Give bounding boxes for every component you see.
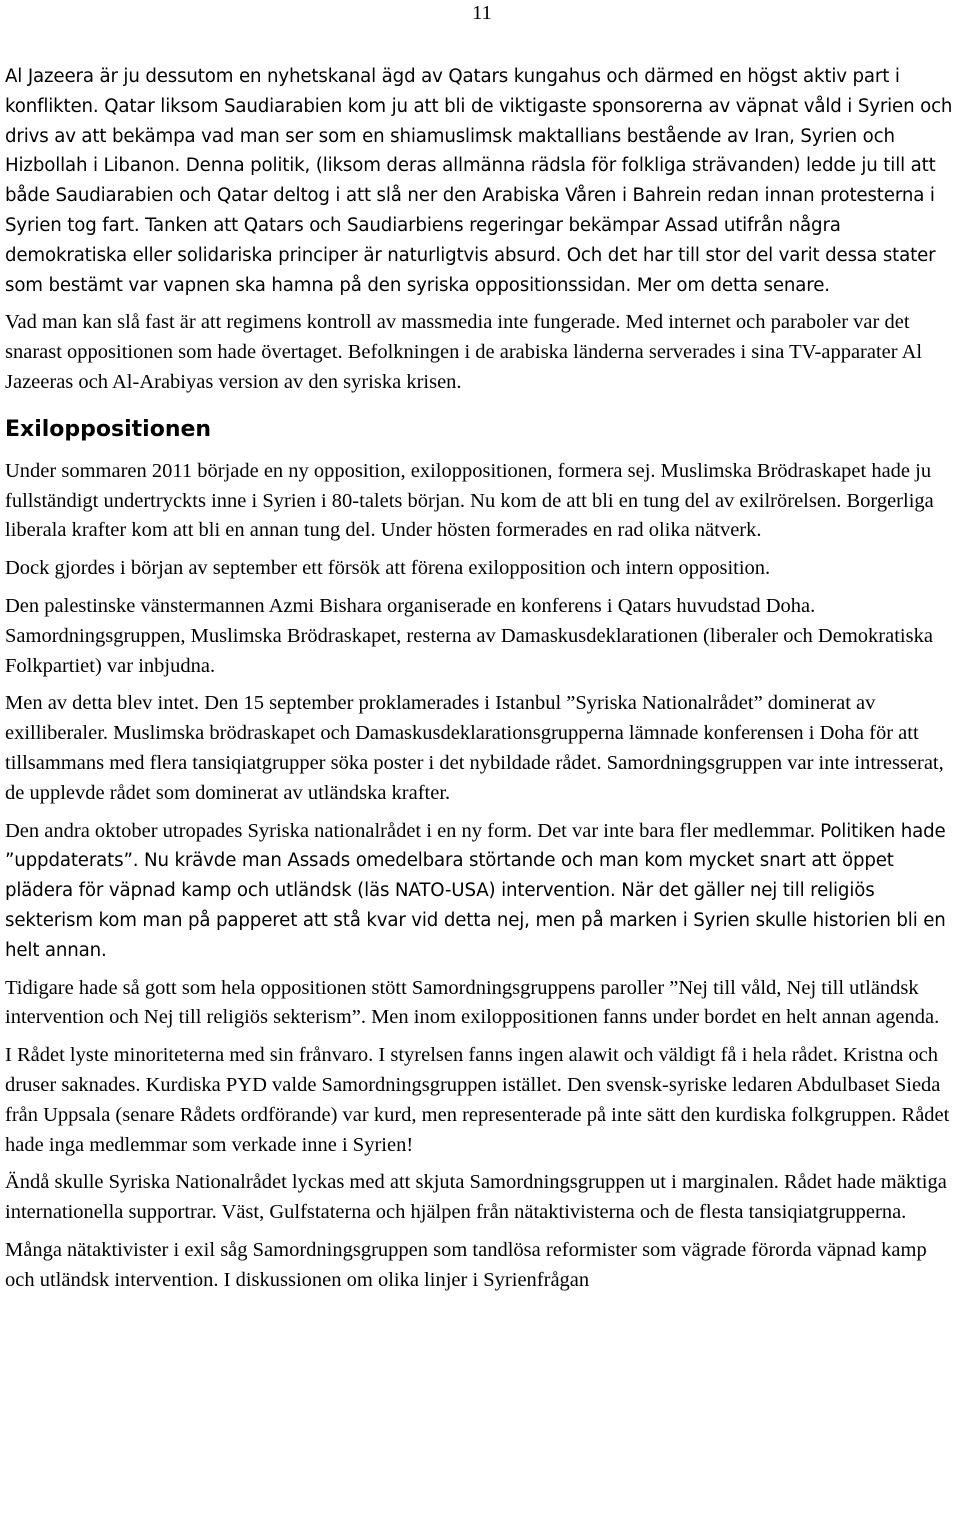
paragraph [5,974,959,1034]
paragraph-text: Många nätaktivister i exil såg Samordningsgruppen som tandlösa reformister som vägrade förorda väpnad kamp och utländsk intervention. I diskussionen om olika linjer i Syrienfrågan [5,1238,927,1291]
paragraph-text: I Rådet lyste minoriteterna med sin frånvaro. I styrelsen fanns ingen alawit och väldigt få i hela rådet. Kristna och druser saknades. Kurdiska PYD valde Samordningsgruppen istället. Den svensk-syriske ledaren Abdulbaset Sieda från Uppsala (senare Rådets ordförande) var kurd, men representerade på inte sätt den kurdiska folkgruppen. Rådet hade inga medlemmar som verkade inne i Syrien! [5,1044,950,1156]
paragraph-text: Politiken hade ”uppdaterats”. Nu krävde man Assads omedelbara störtande och man kom mycket snart att öppet plädera för väpnad kamp och utländsk (läs NATO-USA) intervention. När det gäller nej till religiös sekterism kom man på papperet att stå kvar vid detta nej, men på marken i Syrien skulle historien bli en helt annan. [5,820,946,961]
paragraph [5,1236,959,1296]
paragraph [5,1041,959,1160]
paragraph-text: Men av detta blev intet. Den 15 september proklamerades i Istanbul ”Syriska Nationalrådet” dominerat av exilliberaler. Muslimska brödraskapet och Damaskusdeklarationsgrupperna lämnade konferensen i Doha för att tillsammans med flera tansiqiatgrupper söka poster i det nybildade rådet. Samordningsgruppen var inte intresserat, de upplevde rådet som dominerat av utländska krafter. [5,692,944,804]
section-exile-opposition [5,457,959,1296]
paragraph-text: Den palestinske vänstermannen Azmi Bishara organiserade en konferens i Qatars huvudstad Doha. Samordningsgruppen, Muslimska Brödraskapet, resterna av Damaskusdeklarationen (liberaler och Demokratiska Folkpartiet) var inbjudna. [5,594,933,677]
paragraph-text: Vad man kan slå fast är att regimens kontroll av massmedia inte fungerade. Med internet och paraboler var det snarast oppositionen som hade övertaget. Befolkningen i de arabiska länderna serverades i sina TV-apparater Al Jazeeras och Al-Arabiyas version av den syriska krisen. [5,311,923,393]
paragraph [5,457,959,546]
paragraph [5,308,959,397]
paragraph [5,62,959,300]
document-body [5,62,959,1303]
paragraph [5,554,959,584]
section-heading: Exiloppositionen [5,416,212,442]
paragraph-text: Tidigare hade så gott som hela oppositionen stött Samordningsgruppens paroller ”Nej till våld, Nej till utländsk intervention och Nej till religiös sekterism”. Men inom exiloppositionen fanns under bordet en helt annan agenda. [5,976,940,1029]
paragraph-text: Ändå skulle Syriska Nationalrådet lyckas med att skjuta Samordningsgruppen ut i marginalen. Rådet hade mäktiga internationella supportrar. Väst, Gulfstaterna och hjälpen från nätaktivisterna och de flesta tansiqiatgrupperna. [5,1171,947,1224]
paragraph-text: Den andra oktober utropades Syriska nationalrådet i en ny form. Det var inte bara fler medlemmar. [5,819,821,842]
paragraph [5,592,959,681]
paragraph-text: Under sommaren 2011 började en ny opposition, exiloppositionen, formera sej. Muslimska Brödraskapet hade ju fullständigt undertryckts inne i Syrien i 80-talets början. Nu kom de att bli en tung del av exilrörelsen. Borgerliga liberala krafter kom att bli en annan tung del. Under hösten formerades en rad olika nätverk. [5,459,934,542]
paragraph [5,1168,959,1228]
paragraph [5,817,959,966]
paragraph-text: Al Jazeera är ju dessutom en nyhetskanal ägd av Qatars kungahus och därmed en högst aktiv part i konflikten. Qatar liksom Saudiarabien kom ju att bli de viktigaste sponsorerna av väpnat våld i Syrien och drivs av att bekämpa vad man ser som en shiamuslimsk maktallians bestående av Iran, Syrien och Hizbollah i Libanon. Denna politik, (liksom deras allmänna rädsla för folkliga strävanden) ledde ju till att både Saudiarabien och Qatar deltog i att slå ner den Arabiska Våren i Bahrein redan innan protesterna i Syrien tog fart. Tanken att Qatars och Saudiarbiens regeringar bekämpar Assad utifrån några demokratiska eller solidariska principer är naturligtvis absurd. Och det har till stor del varit dessa stater som bestämt var vapnen ska hamna på den syriska oppositionssidan. Mer om detta senare. [5,66,953,296]
page-number: 11 [472,2,492,24]
section-intro [5,62,959,398]
paragraph [5,689,959,808]
paragraph-text: Dock gjordes i början av september ett försök att förena exilopposition och intern opposition. [5,557,771,580]
